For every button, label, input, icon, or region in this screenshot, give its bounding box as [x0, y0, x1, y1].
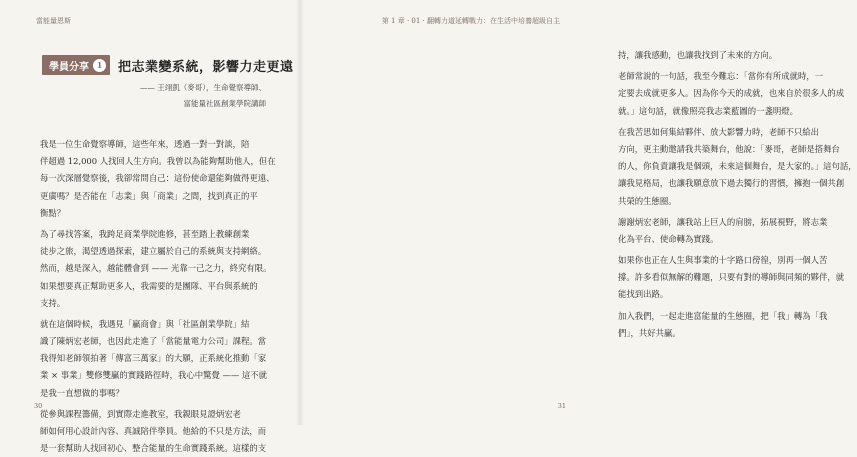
- body-line: 我是一位生命覺察導師，這些年來，透過一對一對談，陪: [40, 139, 250, 149]
- body-line: 是我一直想做的事嗎？: [40, 387, 124, 398]
- body-line: 更廣嗎？是否能在「志業」與「商業」之間，找到真正的平: [40, 190, 258, 201]
- body-line: 然而，越是深入，越能體會到 —— 光靠一己之力，終究有限。: [40, 263, 272, 274]
- body-line: 老師常說的一句話，我至今難忘：「當你有所成就時，一: [618, 71, 824, 82]
- body-line: 的人，你負責讓我是個頭，未來這個舞台，是大家的。」這句話，: [618, 161, 857, 172]
- body-line: 如果你也正在人生與事業的十字路口徬徨，別再一個人苦: [618, 255, 828, 266]
- body-line: 方向，更主動邀請我共築舞台，他說：「麥哥，老師是搭舞台: [618, 143, 840, 154]
- body-line: 謝謝炳宏老師，讓我站上巨人的肩膀，拓展視野，將志業: [618, 216, 828, 227]
- right-body-text: [618, 47, 857, 342]
- student-share-tag: [42, 55, 110, 75]
- body-line: 是一套幫助人找回初心、整合能量的生命實踐系統。這樣的支: [40, 443, 267, 454]
- body-line: 識了陳炳宏老師，也因此走進了「當能量電力公司」課程。當: [40, 336, 267, 347]
- body-line: 師如何用心設計內容、真誠陪伴學員。他給的不只是方法，而: [40, 426, 267, 436]
- body-line: 我得知老師領拍著「傳富三萬家」的大願，正系統化推動「家: [40, 353, 267, 364]
- body-line: 讓我見格局，也讓我願意放下過去獨行的習慣，擁抱一個共創: [618, 178, 845, 189]
- body-line: 為了尋找答案，我跨足商業學院進修，甚至踏上教練創業: [40, 228, 250, 239]
- body-line: 共榮的生態圈。: [618, 195, 677, 206]
- body-line: 持，讓我感動，也讓我找到了未來的方向。: [618, 50, 778, 60]
- body-line: 撐。許多看似無解的難題，只要有對的導師與同頻的夥伴，就: [618, 272, 845, 283]
- author-byline-1: —— 王翊凱（麥哥），生命覺察導師、: [139, 83, 266, 92]
- body-line: 業 × 事業」雙修雙贏的實踐路徑時，我心中驚覺 —— 這不就: [40, 370, 268, 381]
- body-line: 伴超過 12,000 人找回人生方向。我曾以為能夠幫助他人，但在: [40, 156, 276, 167]
- tag-label: 學員分享: [49, 61, 89, 73]
- body-line: 從參與課程籌備，到實際走進教室，我親眼見證炳宏老: [40, 408, 241, 419]
- body-line: 們」，共好共贏。: [618, 327, 681, 338]
- right-page: [300, 0, 857, 425]
- left-page: [0, 0, 300, 454]
- body-line: 就。」這句話，就像照亮我志業藍圖的一盞明燈。: [618, 105, 799, 116]
- author-byline-2: 富能量社區創業學院講師: [183, 99, 266, 108]
- body-line: 在我苦思如何集結夥伴、放大影響力時，老師不只給出: [618, 126, 819, 137]
- body-line: 徒步之旅，渴望透過探索，建立屬於自己的系統與支持網絡。: [40, 246, 267, 257]
- body-line: 衡點？: [40, 207, 66, 218]
- body-line: 化為平台、使命轉為實踐。: [618, 233, 719, 244]
- tag-number-badge: 1: [93, 59, 106, 72]
- body-line: 定要去成就更多人。因為你今天的成就，也來自於很多人的成: [618, 88, 845, 99]
- section-heading: [42, 55, 294, 75]
- running-head-left: 當能量恩斯: [36, 17, 71, 25]
- body-line: 能找到出路。: [618, 289, 669, 300]
- page-number-right: 31: [557, 402, 566, 410]
- body-line: 如果想要真正幫助更多人，我需要的是團隊、平台與系統的: [40, 280, 258, 291]
- body-line: 加入我們，一起走進富能量的生態圈，把「我」轉為「我: [618, 310, 828, 321]
- section-title: 把志業變系統，影響力走更遠: [118, 59, 294, 75]
- running-head-right: 第 1 章 · 01 · 翻轉力道延轉戰力：在生活中培養超級自主: [381, 17, 560, 25]
- body-line: 就在這個時候，我遇見「贏商會」與「社區創業學院」結: [40, 318, 250, 329]
- body-line: 支持。: [40, 297, 66, 308]
- page-number-left: 30: [34, 402, 43, 410]
- body-line: 每一次深層覺察後，我卻常問自己：這份使命還能夠做得更遠、: [40, 173, 275, 184]
- left-body-text: [40, 136, 276, 457]
